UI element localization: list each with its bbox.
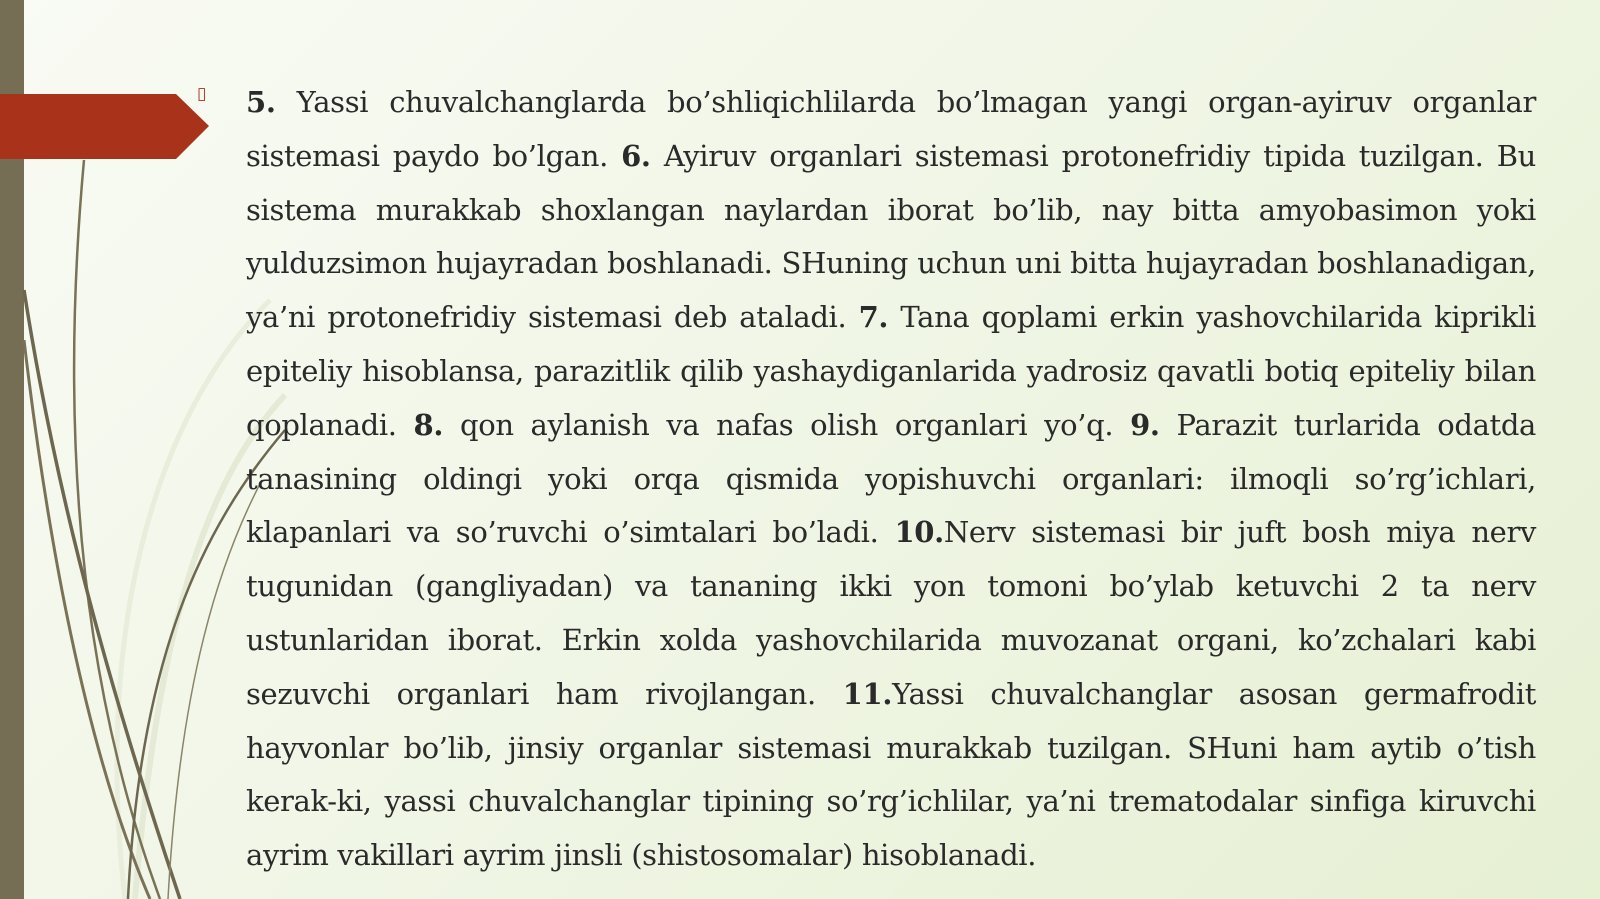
text-run: Nerv sistemasi bir juft bosh miya nerv tugunidan (gangliyadan) va tananing ikki yon tomoni bo’ylab ketuvchi 2 ta nerv ustunlaridan iborat. Erkin xolda yashovchilarida muvozanat organi, ko’zchalari kabi sezuvchi organlari ham rivojlangan. (246, 515, 1537, 711)
item-number: 10. (894, 515, 944, 550)
item-number: 6. (621, 138, 651, 173)
square-bullet-icon: ▯ (197, 84, 207, 104)
curve-2 (24, 290, 180, 899)
text-run: Parazit turlarida odatda tanasining oldingi yoki orqa qismida yopishuvchi organlari: ilmoqli so’rg’ichlari, klapanlari va so’ruvchi o’simtalari bo’ladi. (246, 407, 1536, 550)
text-run: Yassi chuvalchanglarda bo’shliqichlilarda bo’lmagan yangi organ-ayiruv organlar sistemasi paydo bo’lgan. (246, 85, 1536, 173)
item-number: 5. (246, 85, 276, 119)
text-run: Ayiruv organlari sistemasi protonefridiy tipida tuzilgan. Bu sistema murakkab shoxlangan naylardan iborat bo’lib, nay bitta amyobasimon yoki yulduzsimon hujayradan boshlanadi. SHuning uchun uni bitta hujayradan boshlanadigan, ya’ni protonefridiy sistemasi deb ataladi. (246, 138, 1536, 335)
item-number: 9. (1130, 407, 1160, 442)
text-run: qon aylanish va nafas olish organlari yo’q. (443, 407, 1131, 442)
curve-3 (24, 340, 150, 899)
main-paragraph (246, 76, 1536, 883)
item-number: 11. (842, 676, 893, 711)
item-number: 7. (858, 300, 889, 335)
text-run: Yassi chuvalchanglar asosan germafrodit hayvonlar bo’lib, jinsiy organlar sistemasi murakkab tuzilgan. SHuni ham aytib o’tish kerak-ki, yassi chuvalchanglar tipining so’rg’ichlilar, ya’ni trematodalar sinfiga kiruvchi ayrim vakillari ayrim jinsli (shistosomalar) hisoblanadi. (246, 676, 1536, 873)
item-number: 8. (413, 407, 444, 442)
red-banner-arrow (0, 94, 209, 159)
text-run: Tana qoplami erkin yashovchilarida kiprikli epiteliy hisoblansa, parazitlik qilib yashaydiganlarida yadrosiz qavatli botiq epiteliy bilan qoplanadi. (246, 300, 1537, 442)
